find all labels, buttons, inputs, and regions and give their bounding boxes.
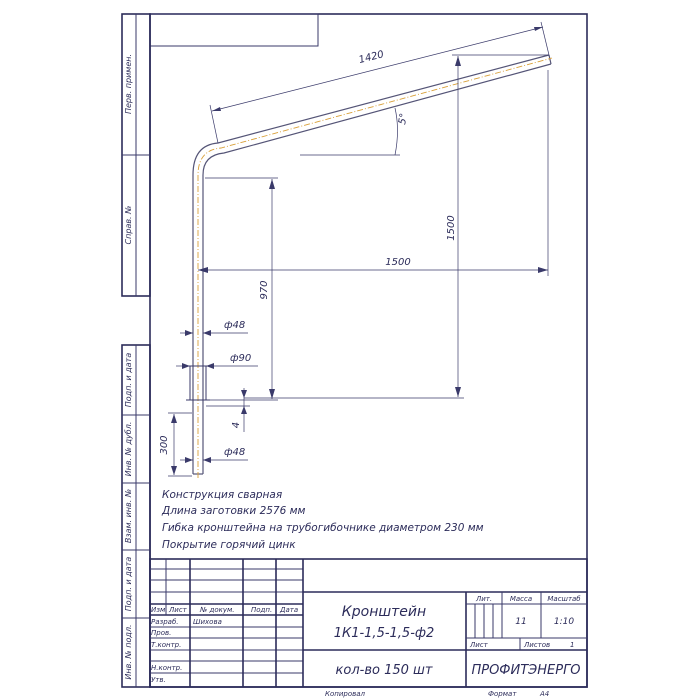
tb-header-data: Дата xyxy=(280,606,299,614)
side-label-podp-i-data-2: Подп. и дата xyxy=(124,556,133,612)
tb-mass-label: Масса xyxy=(509,595,533,603)
dimension-1500-horizontal-label: 1500 xyxy=(385,257,411,268)
side-label-inv-no-podl: Инв. № подл. xyxy=(124,624,133,680)
tb-header-izm: Изм. xyxy=(151,606,168,614)
tb-company: ПРОФИТЭНЕРГО xyxy=(471,663,581,678)
tb-header-doc-no: № докум. xyxy=(200,606,235,614)
side-label-sprav-no: Справ. № xyxy=(124,205,133,245)
dimension-1500-vertical-label: 1500 xyxy=(446,215,457,241)
sheet-frame xyxy=(150,14,587,687)
tb-scale-label: Масштаб xyxy=(547,595,581,603)
side-label-podp-i-data-1: Подп. и дата xyxy=(124,352,133,408)
dimension-1420-label: 1420 xyxy=(357,49,386,66)
note-3: Гибка кронштейна на трубогибочнике диаметром 230 мм xyxy=(162,522,484,534)
tb-role-utv: Утв. xyxy=(151,676,166,684)
tb-lit-label: Лит. xyxy=(475,595,493,603)
tb-role-prov: Пров. xyxy=(151,629,172,637)
tb-role-razrab: Разраб. xyxy=(151,618,179,626)
tb-role-t-kontr: Т.контр. xyxy=(151,641,182,649)
note-4: Покрытие горячий цинк xyxy=(162,539,296,551)
note-1: Конструкция сварная xyxy=(162,489,283,501)
tb-header-podp: Подп. xyxy=(251,606,273,614)
top-left-stamp-box xyxy=(150,14,318,46)
tb-developer-name: Шихова xyxy=(193,618,222,626)
tb-sheets-label: Листов xyxy=(524,641,551,649)
side-label-vzam-inv-no: Взам. инв. № xyxy=(124,488,133,544)
dimension-300 xyxy=(168,413,192,476)
tb-sheets-value: 1 xyxy=(570,641,575,649)
tb-header-list: Лист xyxy=(169,606,187,614)
tb-sheet-label: Лист xyxy=(470,641,488,649)
dimension-300-label: 300 xyxy=(159,435,170,455)
dimension-phi48-top-label: ф48 xyxy=(224,320,246,331)
dimension-phi90-label: ф90 xyxy=(230,353,252,364)
tb-mass-value: 11 xyxy=(515,617,527,627)
dimension-4-label: 4 xyxy=(231,421,242,429)
tb-quantity: кол-во 150 шт xyxy=(335,663,433,678)
footer-copied: Копировал xyxy=(325,690,365,698)
dimension-970-label: 970 xyxy=(259,280,270,300)
dimension-4 xyxy=(206,388,250,432)
dimension-1420 xyxy=(210,22,549,143)
dimension-angle-label: 5° xyxy=(397,112,410,126)
side-label-inv-no-dubl: Инв. № дубл. xyxy=(124,421,133,477)
side-label-perv-primen: Перв. примен. xyxy=(124,53,133,115)
bracket-pipe xyxy=(186,55,552,478)
footer-format-label: Формат xyxy=(488,690,517,698)
tb-title-line1: Кронштейн xyxy=(341,604,427,620)
note-2: Длина заготовки 2576 мм xyxy=(162,505,306,517)
dimension-phi48-bottom-label: ф48 xyxy=(224,447,246,458)
dimension-angle xyxy=(300,108,400,155)
tb-scale-value: 1:10 xyxy=(553,617,575,627)
tb-title-line2: 1К1-1,5-1,5-ф2 xyxy=(333,626,435,641)
tb-role-n-kontr: Н.контр. xyxy=(151,664,183,672)
footer-format-value: А4 xyxy=(540,690,550,698)
